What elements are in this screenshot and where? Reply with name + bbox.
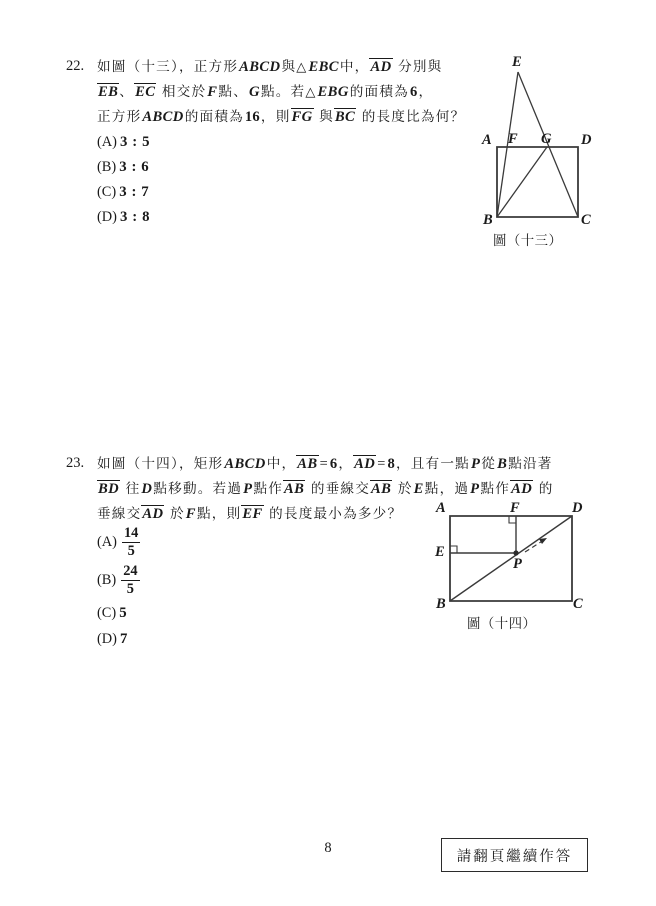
option-22-b-value: 3 : 6 [119, 159, 150, 175]
option-23-c-tag: (C) [97, 604, 117, 621]
option-23-d-value: 7 [119, 630, 128, 647]
option-23-c[interactable] [97, 600, 140, 626]
option-23-a[interactable] [97, 524, 140, 560]
right-angle-mark-e [450, 546, 457, 553]
option-23-b[interactable] [97, 560, 140, 600]
figure-13-label-a: A [482, 132, 492, 148]
option-23-c-value: 5 [119, 604, 128, 621]
option-23-a-tag: (A) [97, 533, 117, 550]
question-22-options [97, 130, 150, 230]
turn-page-notice: 請翻頁繼續作答 [441, 838, 588, 872]
square-abcd [497, 147, 578, 217]
option-22-d[interactable] [97, 205, 150, 230]
option-23-b-denominator: 5 [121, 580, 139, 597]
option-23-d-tag: (D) [97, 630, 117, 647]
question-23-number: 23. [66, 455, 85, 471]
question-22-line-1: 如圖（十三），正方形ABCD與△ EBC中，AD 分別與 [97, 59, 443, 75]
figure-14-caption: 圖（十四） [467, 617, 537, 632]
right-angle-mark-f [509, 516, 516, 523]
option-22-c-value: 3 : 7 [119, 184, 150, 200]
option-23-a-denominator: 5 [122, 542, 140, 559]
page-number: 8 [324, 840, 332, 856]
question-22-line-2: EB、EC 相交於F點、G點。若△ EBG的面積為6， [98, 84, 434, 100]
option-23-b-fraction [121, 564, 139, 596]
figure-13-label-c: C [581, 212, 591, 228]
figure-13-drawing [455, 52, 620, 232]
figure-14-label-p: P [513, 556, 522, 572]
figure-14-label-c: C [573, 596, 583, 612]
option-22-d-value: 3 : 8 [119, 209, 151, 225]
option-23-b-tag: (B) [97, 571, 117, 588]
figure-13-label-g: G [541, 131, 552, 147]
figure-13 [455, 52, 620, 257]
option-23-d[interactable] [97, 626, 140, 652]
option-23-a-fraction [122, 526, 140, 558]
figure-14-label-f: F [510, 500, 520, 516]
option-22-c[interactable] [97, 180, 150, 205]
point-p-marker [513, 550, 518, 555]
figure-13-label-b: B [483, 212, 493, 228]
question-23-line-2: BD 往D點移動。若過P點作AB 的垂線交AB 於E點，過P點作AD 的 [98, 481, 554, 497]
question-23-options [97, 524, 140, 652]
figure-14 [425, 498, 610, 643]
figure-14-label-b: B [436, 596, 446, 612]
figure-14-label-d: D [572, 500, 583, 516]
figure-13-label-d: D [581, 132, 592, 148]
figure-13-label-f: F [508, 131, 518, 147]
option-22-b-tag: (B) [97, 159, 117, 175]
diagonal-bd [450, 516, 572, 601]
question-22-number: 22. [66, 58, 85, 74]
figure-14-label-e: E [435, 544, 445, 560]
question-22-line-3: 正方形ABCD的面積為16，則FG 與BC 的長度比為何？ [97, 109, 466, 125]
option-22-a-value: 3 : 5 [119, 134, 151, 150]
figure-14-label-a: A [436, 500, 446, 516]
option-23-b-numerator: 24 [123, 562, 138, 579]
option-22-d-tag: (D) [97, 209, 117, 225]
option-22-b[interactable] [97, 155, 150, 180]
option-22-a[interactable] [97, 130, 150, 155]
segment-bg [497, 147, 547, 217]
option-22-a-tag: (A) [97, 134, 117, 150]
question-22-text [97, 55, 517, 130]
option-23-a-numerator: 14 [123, 524, 139, 541]
option-22-c-tag: (C) [97, 184, 117, 200]
figure-13-caption: 圖（十三） [493, 234, 563, 249]
figure-13-label-e: E [512, 54, 522, 70]
question-23-line-1: 如圖（十四），矩形ABCD中，AB = 6，AD = 8，且有一點P從B點沿著 [97, 456, 553, 472]
question-23-line-3: 垂線交AD 於F點，則EF 的長度最小為多少？ [97, 506, 403, 522]
